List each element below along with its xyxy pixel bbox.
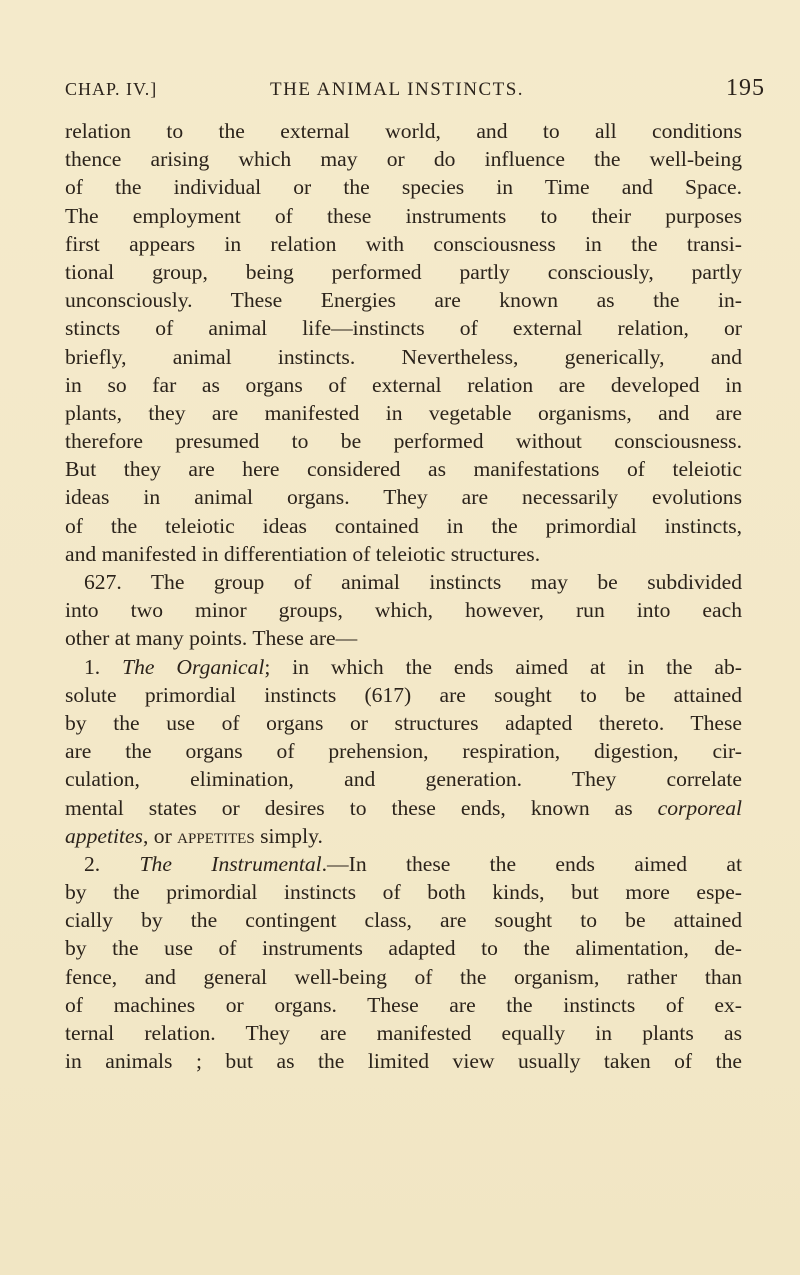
text-line: The employment of these instruments to their purposes — [65, 203, 742, 228]
text-line: stincts of animal life—instincts of external relation, or — [65, 316, 742, 341]
page-number: 195 — [726, 75, 765, 101]
text-line: of the teleiotic ideas contained in the primordial instincts, — [65, 513, 742, 538]
running-title: THE ANIMAL INSTINCTS. — [270, 79, 525, 100]
text-line: in animals ; but as the limited view usually taken of the — [65, 1049, 742, 1074]
text-line: therefore presumed to be performed without consciousness. — [65, 429, 742, 454]
paragraph-627 — [65, 568, 742, 653]
item-text: mental states or desires to these ends, known as — [65, 795, 633, 820]
running-header — [65, 75, 765, 111]
text-line: by the use of instruments adapted to the alimentation, de- — [65, 936, 742, 961]
text-line — [65, 653, 742, 681]
item-title: The Instrumental — [139, 851, 322, 876]
item-text: .—In these the ends aimed at — [321, 851, 742, 876]
list-item-instrumental — [65, 850, 742, 1076]
text-line: unconsciously. These Energies are known as the in- — [65, 288, 742, 313]
text-line: of machines or organs. These are the instincts of ex- — [65, 992, 742, 1017]
small-caps-term: appetites — [177, 823, 255, 848]
text-line — [65, 794, 742, 822]
emphasis-term: corporeal — [657, 795, 742, 820]
emphasis-term: appetites — [65, 823, 143, 848]
text-line: other at many points. These are— — [65, 626, 358, 651]
item-number: 1. — [84, 654, 101, 679]
text-line — [65, 822, 742, 850]
text-line: of the individual or the species in Time and Space. — [65, 175, 742, 200]
item-title: The Organical — [122, 654, 265, 679]
text-line: ideas in animal organs. They are necessarily evolutions — [65, 485, 742, 510]
paragraph-continuation — [65, 117, 742, 568]
text-line: first appears in relation with consciousness in the transi- — [65, 231, 742, 256]
text-line: 627. The group of animal instincts may be subdivided — [84, 570, 742, 594]
item-text: simply. — [260, 823, 323, 848]
body-text — [65, 117, 742, 1075]
item-text: ; in which the ends aimed at in the ab- — [264, 654, 742, 679]
text-line: relation to the external world, and to all conditions — [65, 119, 742, 143]
text-line: ternal relation. They are manifested equally in plants as — [65, 1021, 742, 1045]
text-line: briefly, animal instincts. Nevertheless, generically, and — [65, 344, 742, 369]
text-line: plants, they are manifested in vegetable organisms, and are — [65, 400, 742, 425]
text-line: into two minor groups, which, however, run into each — [65, 598, 742, 623]
text-line — [65, 850, 742, 878]
text-line: culation, elimination, and generation. They correlate — [65, 767, 742, 792]
text-line: in so far as organs of external relation are developed in — [65, 372, 742, 397]
text-line: fence, and general well-being of the organism, rather than — [65, 964, 742, 989]
text-line: thence arising which may or do influence the well-being — [65, 147, 742, 172]
text-line: tional group, being performed partly consciously, partly — [65, 259, 742, 284]
text-line: solute primordial instincts (617) are sought to be attained — [65, 682, 742, 707]
item-text: , or — [142, 823, 172, 848]
text-line: by the primordial instincts of both kinds, but more espe- — [65, 880, 742, 905]
text-line: But they are here considered as manifestations of teleiotic — [65, 457, 742, 482]
chapter-label: CHAP. IV.] — [65, 79, 158, 99]
text-line: by the use of organs or structures adapted thereto. These — [65, 710, 742, 735]
text-line: are the organs of prehension, respiration, digestion, cir- — [65, 739, 742, 764]
item-number: 2. — [84, 851, 101, 876]
list-item-organical — [65, 653, 742, 850]
text-line: cially by the contingent class, are sought to be attained — [65, 908, 742, 933]
text-line: and manifested in differentiation of teleiotic structures. — [65, 541, 541, 566]
